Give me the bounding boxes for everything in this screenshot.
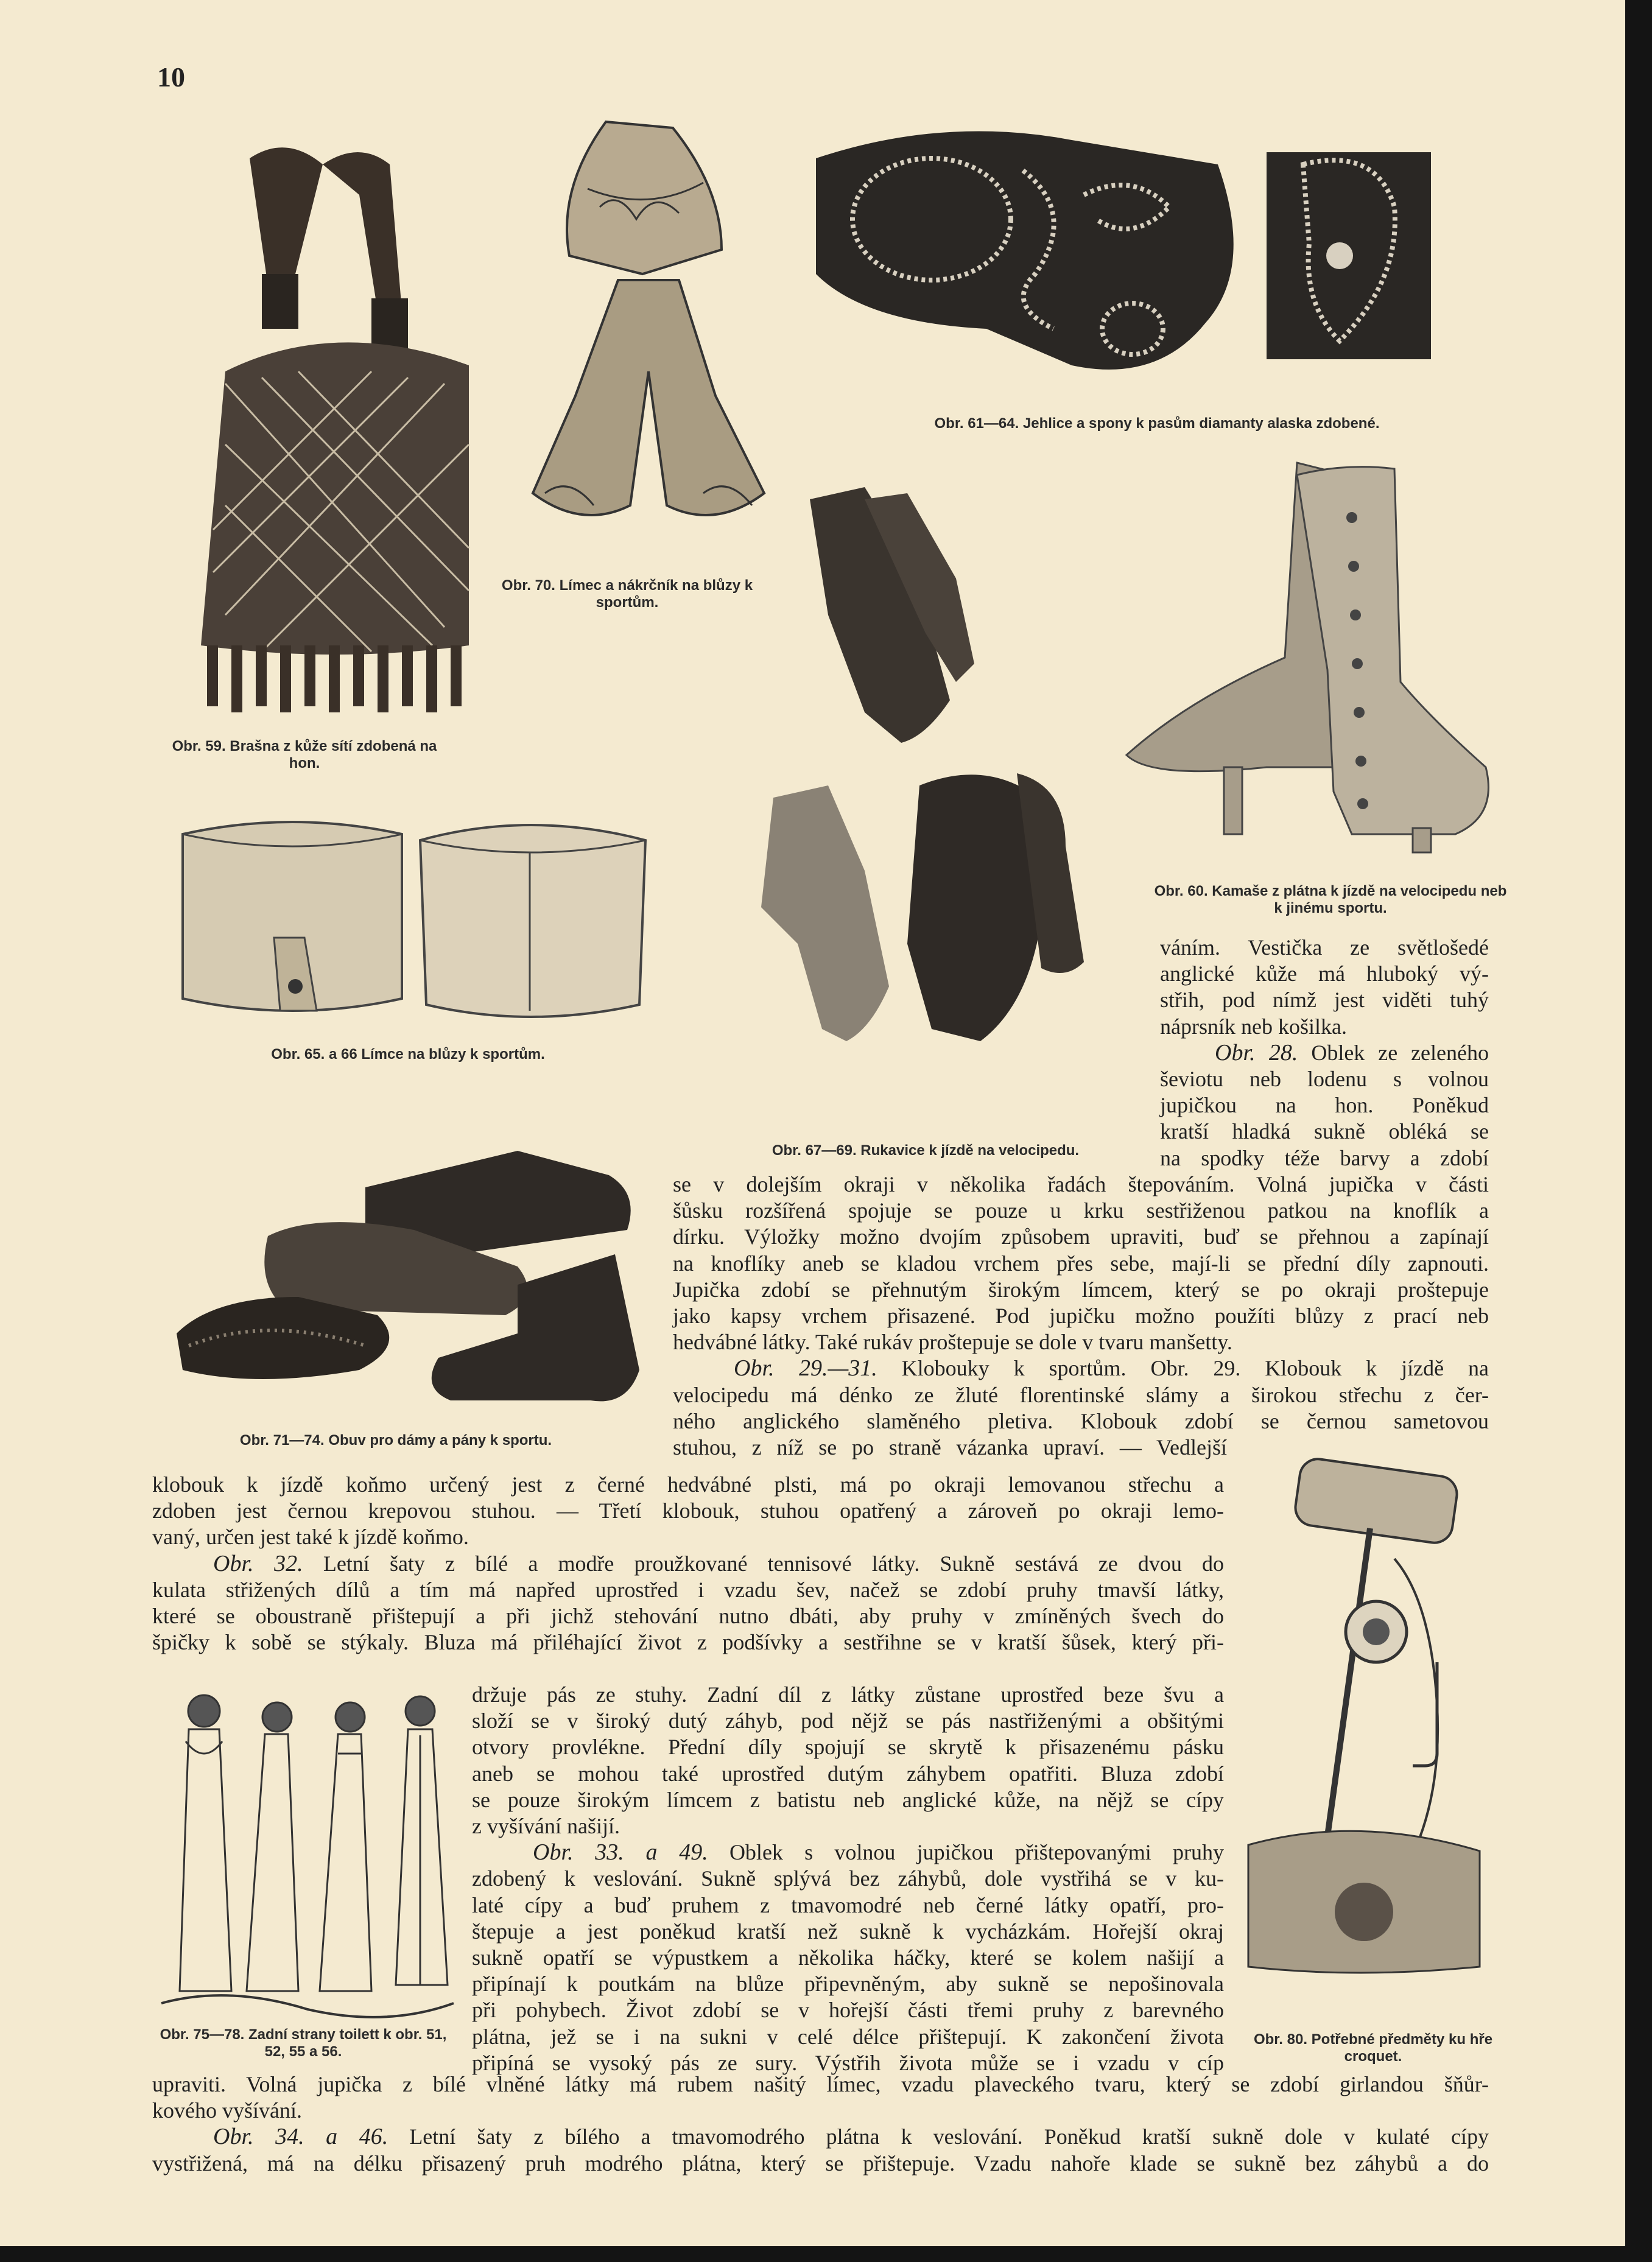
figure-75-78-toilettes-illustration xyxy=(155,1687,460,2028)
text-middle-block xyxy=(673,1171,1489,1461)
text-line: dírku. Výložky možno dvojím způsobem upraviti, buď se přehnou a zapínají xyxy=(673,1224,1489,1249)
text-line: Letní šaty z bílé a modře proužkované tennisové látky. Sukně sestává ze dvou do xyxy=(323,1551,1225,1576)
text-line: zdobený k veslování. Sukně splývá bez záhybů, dole vystřihá se v ku- xyxy=(472,1866,1224,1891)
text-line: ševiotu neb lodenu s volnou xyxy=(1160,1067,1489,1092)
text-line: Jupička zdobí se přehnutým širokým límcem, který se po okraji proštepuje xyxy=(673,1277,1489,1302)
text-wide-block xyxy=(152,1472,1224,1656)
text-line: se pouze širokým límcem z batistu neb anglické kůže, na nějž se cípy xyxy=(472,1787,1224,1812)
figure-70-collar-illustration xyxy=(521,116,776,542)
text-line: kového vyšívání. xyxy=(152,2098,302,2123)
text-line: Letní šaty z bílého a tmavomodrého plátna k veslování. Poněkud kratší sukně dole v kulaté cípy xyxy=(409,2124,1489,2149)
text-line: jako kapsy vrchem přisazené. Pod jupičku možno použíti blůzy z prací neb xyxy=(673,1304,1489,1329)
text-bottom-block xyxy=(152,2071,1489,2177)
text-line: z vyšívání našijí. xyxy=(472,1814,620,1839)
obr32-lead: Obr. 32. xyxy=(213,1550,303,1576)
text-line: které se oboustraně přištepují a při jichž stehování nutno dbáti, aby pruhy v zmíněných švech do xyxy=(152,1604,1224,1629)
scan-edge-bottom xyxy=(0,2246,1652,2262)
text-line: složí se v široký dutý záhyb, pod nějž se pás nastřiženými a obšitými xyxy=(472,1709,1224,1733)
text-line: Klobouky k sportům. Obr. 29. Klobouk k jízdě na xyxy=(901,1356,1489,1381)
obr34-lead: Obr. 34. a 46. xyxy=(213,2124,388,2150)
figure-61-64-buckles-illustration xyxy=(792,122,1449,408)
figure-59-bag-illustration xyxy=(177,128,493,712)
figure-80-croquet-illustration xyxy=(1236,1449,1492,1985)
obr28-lead: Obr. 28. xyxy=(1215,1039,1298,1066)
scan-edge-right xyxy=(1625,0,1652,2262)
text-line: šůsku rozšířená spojuje se pouze u krku sestřiženou patkou na knoflík a xyxy=(673,1198,1489,1223)
text-line: vystřižená, má na délku přisazený pruh modrého plátna, který se přištepuje. Vzadu nahoře klade se sukně bez záhybů a do xyxy=(152,2151,1489,2176)
figure-71-74-shoes-illustration xyxy=(164,1114,664,1431)
text-line: vaný, určen jest také k jízdě koňmo. xyxy=(152,1525,469,1550)
text-line: laté cípy a buď pruhem z tmavomodré neb černé látky opatří, pro- xyxy=(472,1892,1224,1917)
text-line: špičky k sobě se stýkaly. Bluza má přiléhající život z podšívky a sestřihne se v kratší šůsek, který při- xyxy=(152,1630,1224,1655)
text-line: při pohybech. Život zdobí se v hořejší části třemi pruhy z barevného xyxy=(472,1998,1224,2023)
text-line: střih, pod nímž jest viděti tuhý xyxy=(1160,988,1489,1013)
text-line: držuje pás ze stuhy. Zadní díl z látky zůstane uprostřed beze švu a xyxy=(472,1682,1224,1707)
figure-67-69-caption: Obr. 67—69. Rukavice k jízdě na velocipedu. xyxy=(772,1142,1080,1159)
obr29-lead: Obr. 29.—31. xyxy=(734,1355,877,1382)
text-line: velocipedu má dénko ze žluté florentinské slámy a širokou střechu z čer- xyxy=(673,1382,1489,1407)
page-number: 10 xyxy=(157,61,185,93)
text-line: otvory provlékne. Přední díly spojují se skrytě k přisazenému pásku xyxy=(472,1735,1224,1760)
text-line: Oblek ze zeleného xyxy=(1311,1040,1489,1065)
text-line: váním. Vestička ze světlošedé xyxy=(1160,935,1489,960)
figure-80-caption: Obr. 80. Potřebné předměty ku hře croquet. xyxy=(1253,2031,1493,2065)
text-line: kratší hladká sukně obléká se xyxy=(1160,1119,1489,1144)
text-line: aneb se mohou také uprostřed dutým záhybem opatřiti. Bluza zdobí xyxy=(472,1761,1224,1786)
figure-75-78-caption: Obr. 75—78. Zadní strany toilett k obr. 51, 52, 55 a 56. xyxy=(160,2026,447,2060)
figure-65-66-caption: Obr. 65. a 66 Límce na blůzy k sportům. xyxy=(271,1046,545,1063)
text-line: jupičkou na hon. Poněkud xyxy=(1160,1093,1489,1118)
text-right-column xyxy=(1160,935,1489,1171)
text-line: stuhou, z níž se po straně vázanka upraví. — Vedlejší xyxy=(673,1435,1227,1460)
text-narrow-column xyxy=(472,1682,1224,2076)
text-line: štepuje a jest poněkud kratší než sukně k vycházkám. Hořejší okraj xyxy=(472,1919,1224,1944)
text-line: připíná se vysoký pás ze sury. Výstřih života může se i vzadu v cíp xyxy=(472,2050,1224,2075)
text-line: připínají k poutkám na blůze připevněným, aby sukně se nepošinovala xyxy=(472,1972,1224,1997)
figure-70-caption: Obr. 70. Límec a nákrčník na blůzy k sportům. xyxy=(501,577,753,611)
figure-60-caption: Obr. 60. Kamaše z plátna k jízdě na velocipedu neb k jinému sportu. xyxy=(1154,883,1507,916)
text-line: hedvábné látky. Také rukáv proštepuje se dole v tvaru manšetty. xyxy=(673,1330,1232,1355)
figure-65-66-collars-illustration xyxy=(177,816,652,1035)
text-line: klobouk k jízdě koňmo určený jest z černé hedvábné plsti, má po okraji lemovanou střechu a xyxy=(152,1472,1224,1497)
text-line: náprsník neb košilka. xyxy=(1160,1014,1347,1039)
text-line: anglické kůže má hluboký vý- xyxy=(1160,961,1489,986)
text-line: na knoflíky aneb se kladou vrchem přes sebe, mají-li se přední díly zapnouti. xyxy=(673,1251,1489,1276)
text-line: ného anglického slaměného pletiva. Klobouk zdobí se černou sametovou xyxy=(673,1408,1489,1433)
text-line: zdoben jest černou krepovou stuhou. — Třetí klobouk, stuhou opatřený a zároveň po okraji lemo- xyxy=(152,1498,1224,1523)
figure-60-gaiters-illustration xyxy=(1114,451,1528,865)
obr33-lead: Obr. 33. a 49. xyxy=(533,1839,708,1866)
text-line: na spodky téže barvy a zdobí xyxy=(1160,1145,1489,1170)
figure-59-caption: Obr. 59. Brašna z kůže sítí zdobená na hon. xyxy=(172,738,437,771)
text-line: kulata střižených dílů a tím má napřed uprostřed i vzadu šev, načež se zdobí pruhy tmavší látky, xyxy=(152,1577,1224,1602)
text-line: Oblek s volnou jupičkou přištepovanými pruhy xyxy=(729,1840,1224,1865)
figure-61-64-caption: Obr. 61—64. Jehlice a spony k pasům diamanty alaska zdobené. xyxy=(934,415,1380,432)
text-line: se v dolejším okraji v několika řadách štepováním. Volná jupička v části xyxy=(673,1172,1489,1196)
text-line: plátna, jež se i na sukni v celé délce přištepují. K zakončení života xyxy=(472,2024,1224,2049)
figure-71-74-caption: Obr. 71—74. Obuv pro dámy a pány k sportu. xyxy=(239,1432,552,1449)
figure-67-69-gloves-illustration xyxy=(725,481,1127,1090)
text-line: sukně opatří se výpustkem a několika háčky, které se kolem našijí a xyxy=(472,1945,1224,1970)
text-line: upraviti. Volná jupička z bílé vlněné látky má rubem našitý límec, vzadu plaveckého tvaru, který se zdobí girlandou šňůr- xyxy=(152,2072,1489,2096)
